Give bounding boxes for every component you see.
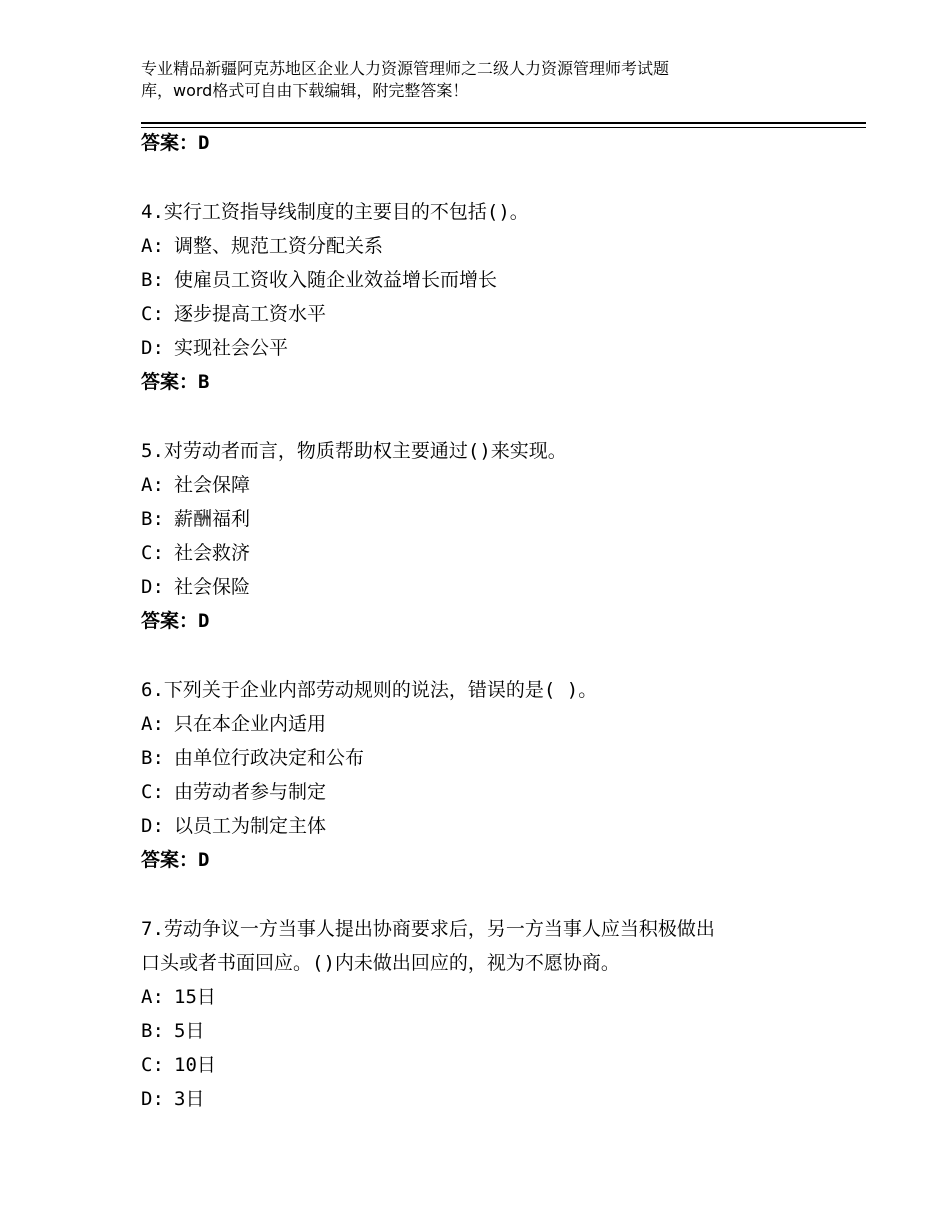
answer-line (141, 843, 841, 877)
option-item (141, 1082, 841, 1116)
question-list (141, 160, 841, 1116)
option-item (141, 1014, 841, 1048)
option-letter: A: (141, 474, 164, 496)
answer-label: 答案： (141, 610, 199, 632)
option-text: 15日 (174, 986, 216, 1008)
option-item (141, 468, 841, 502)
option-text: 实现社会公平 (174, 337, 289, 359)
option-item (141, 536, 841, 570)
option-letter: A: (141, 713, 164, 735)
question-spacer (141, 160, 841, 195)
option-text: 3日 (174, 1088, 205, 1110)
option-text: 社会保障 (174, 474, 251, 496)
question-stem: 口头或者书面回应。()内未做出回应的，视为不愿协商。 (141, 952, 620, 974)
option-item (141, 809, 841, 843)
option-text: 逐步提高工资水平 (174, 303, 327, 325)
document-body (141, 126, 841, 1116)
option-text: 调整、规范工资分配关系 (174, 235, 384, 257)
question-block (141, 877, 841, 1116)
answer-line (141, 604, 841, 638)
question-block (141, 399, 841, 638)
option-item (141, 297, 841, 331)
answer-value: D (198, 132, 210, 154)
answer-value: D (198, 610, 210, 632)
option-letter: B: (141, 269, 164, 291)
option-text: 5日 (174, 1020, 205, 1042)
option-letter: B: (141, 747, 164, 769)
answer-value: B (198, 371, 210, 393)
option-text: 10日 (174, 1054, 216, 1076)
option-text: 只在本企业内适用 (174, 713, 327, 735)
answer-value: D (198, 849, 210, 871)
header-line-2: 库，word格式可自由下载编辑，附完整答案！ (141, 81, 469, 100)
option-item (141, 570, 841, 604)
option-item (141, 980, 841, 1014)
option-item (141, 775, 841, 809)
option-item (141, 263, 841, 297)
question-spacer (141, 638, 841, 673)
answer-label: 答案： (141, 132, 199, 154)
document-header (141, 58, 841, 102)
option-text: 以员工为制定主体 (174, 815, 327, 837)
option-letter: C: (141, 781, 164, 803)
question-block (141, 638, 841, 877)
header-line-1: 专业精品新疆阿克苏地区企业人力资源管理师之二级人力资源管理师考试题 (141, 59, 670, 78)
option-letter: D: (141, 815, 164, 837)
option-item (141, 707, 841, 741)
question-spacer (141, 877, 841, 912)
option-text: 社会保险 (174, 576, 251, 598)
option-item (141, 229, 841, 263)
option-letter: D: (141, 576, 164, 598)
question-spacer (141, 399, 841, 434)
option-text: 由劳动者参与制定 (174, 781, 327, 803)
option-letter: A: (141, 986, 164, 1008)
option-letter: A: (141, 235, 164, 257)
option-letter: C: (141, 303, 164, 325)
option-letter: B: (141, 1020, 164, 1042)
option-letter: D: (141, 337, 164, 359)
option-item (141, 741, 841, 775)
option-item (141, 1048, 841, 1082)
question-stem: 7.劳动争议一方当事人提出协商要求后，另一方当事人应当积极做出 (141, 918, 715, 940)
option-text: 使雇员工资收入随企业效益增长而增长 (174, 269, 498, 291)
option-letter: D: (141, 1088, 164, 1110)
question-block (141, 160, 841, 399)
answer-line (141, 365, 841, 399)
option-text: 薪酬福利 (174, 508, 251, 530)
option-letter: C: (141, 542, 164, 564)
option-text: 社会救济 (174, 542, 251, 564)
option-item (141, 331, 841, 365)
question-stem: 6.下列关于企业内部劳动规则的说法，错误的是( )。 (141, 679, 598, 701)
answer-line (141, 126, 841, 160)
question-stem: 4.实行工资指导线制度的主要目的不包括()。 (141, 201, 529, 223)
header-rule-thick (141, 122, 866, 124)
answer-label: 答案： (141, 371, 199, 393)
question-stem: 5.对劳动者而言，物质帮助权主要通过()来实现。 (141, 440, 567, 462)
option-item (141, 502, 841, 536)
answer-label: 答案： (141, 849, 199, 871)
option-letter: B: (141, 508, 164, 530)
option-letter: C: (141, 1054, 164, 1076)
option-text: 由单位行政决定和公布 (174, 747, 365, 769)
